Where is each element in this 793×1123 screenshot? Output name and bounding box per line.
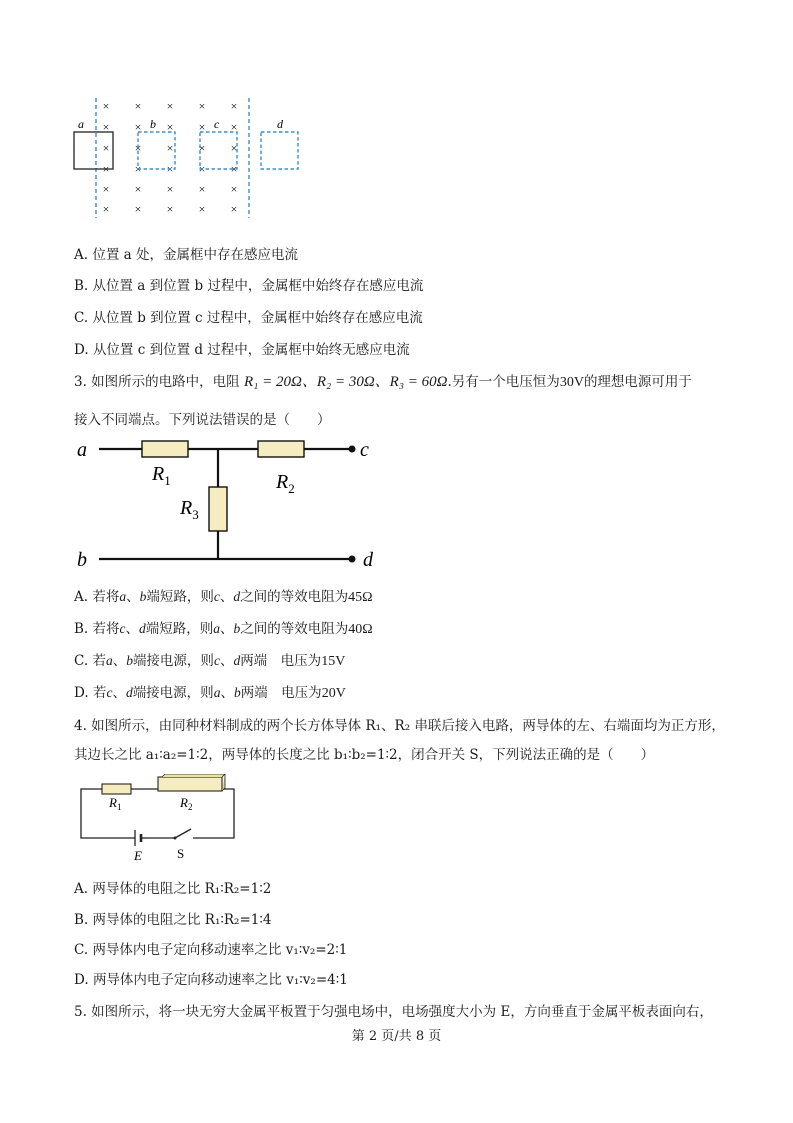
option-letter: B.: [74, 278, 89, 294]
terminal: d: [233, 653, 241, 668]
magnetic-field-cross: ×: [198, 99, 206, 113]
q4-circuit-figure: [76, 774, 241, 866]
q2-option-c: [74, 306, 423, 326]
option-text: 之间的等效电阻为: [240, 621, 349, 637]
option-text: 位置 a 处，金属框中存在感应电流: [92, 247, 298, 263]
magnetic-field-cross: ×: [198, 202, 206, 216]
option-value: 40Ω: [348, 622, 373, 637]
option-text: 之间的等效电阻为: [240, 589, 349, 605]
separator: 、: [219, 589, 234, 605]
separator: 、: [125, 621, 140, 637]
terminal-label-c: c: [360, 439, 369, 461]
terminal: b: [126, 653, 133, 668]
terminal: c: [213, 589, 220, 604]
option-text: 从位置 c 到位置 d 过程中，金属框中始终无感应电流: [92, 342, 410, 358]
separator: 、: [220, 621, 234, 637]
label-r1: $R_1$: [152, 463, 171, 488]
label-d: d: [277, 117, 283, 131]
option-text: 两导体的电阻之比 R₁∶R₂=1∶2: [92, 881, 272, 897]
magnetic-field-cross: ×: [134, 182, 142, 196]
resistor-r3: [209, 487, 227, 531]
stem-text: 的理想电源可用于: [583, 374, 692, 390]
conductor-r1: [102, 784, 131, 794]
option-text: 若: [92, 653, 106, 669]
option-value: 20V: [321, 686, 346, 701]
q4-stem-line2: 其边长之比 a₁∶a₂=1∶2，两导体的长度之比 b₁∶b₂=1∶2，闭合开关 S，下列说法正确的是（ ）: [74, 747, 655, 763]
option-text: 两导体内电子定向移动速率之比 v₁∶v₂=4∶1: [92, 972, 348, 988]
resistor-r2: [258, 441, 304, 457]
magnetic-field-cross: ×: [166, 162, 174, 176]
label-s: S: [177, 846, 185, 861]
terminal: d: [233, 589, 241, 604]
terminal: c: [119, 621, 126, 636]
option-letter: C.: [74, 653, 89, 669]
option-letter: B.: [74, 912, 89, 928]
magnetic-field-cross: ×: [166, 182, 174, 196]
label-a: a: [78, 117, 84, 131]
option-value: 15V: [321, 654, 346, 669]
frame-d: [261, 132, 298, 169]
magnetic-field-cross: ×: [166, 99, 174, 113]
q3-option-a: [74, 585, 373, 606]
option-letter: D.: [74, 342, 89, 358]
label-c: c: [214, 117, 220, 131]
option-text: 端接电源，则: [132, 653, 214, 669]
option-text: 若将: [92, 621, 120, 637]
option-value: 45Ω: [348, 590, 373, 605]
option-letter: D.: [74, 972, 89, 988]
terminal: a: [105, 653, 113, 668]
option-text: 若: [92, 685, 107, 701]
terminal-d: [349, 556, 356, 563]
resistance-values: R₁ = 20Ω、R₂ = 30Ω、R₃ = 60Ω: [243, 374, 448, 390]
magnetic-field-cross: ×: [134, 99, 142, 113]
q4-option-c: [74, 938, 347, 958]
terminal: c: [106, 685, 113, 700]
label-b: b: [150, 117, 156, 131]
magnetic-field-cross: ×: [230, 99, 238, 113]
magnetic-field-cross: ×: [198, 120, 206, 134]
magnetic-field-cross: ×: [102, 120, 110, 134]
magnetic-field-cross: ×: [102, 99, 110, 113]
terminal: a: [213, 621, 221, 636]
option-text: 若将: [92, 589, 120, 605]
option-letter: C.: [74, 942, 89, 958]
label-r2: $R_2$: [276, 471, 295, 496]
q3-stem-line1: [74, 370, 692, 391]
option-letter: A.: [74, 881, 89, 897]
option-letter: D.: [74, 685, 89, 701]
magnetic-field-cross: ×: [134, 162, 142, 176]
magnetic-field-cross: ×: [134, 141, 142, 155]
q3-stem-line2: 接入不同端点。下列说法错误的是（ ）: [74, 412, 331, 428]
voltage-value: 30V: [559, 375, 584, 390]
switch-lever: [175, 829, 191, 838]
magnetic-field-cross: ×: [102, 141, 110, 155]
magnetic-field-cross: ×: [166, 120, 174, 134]
q3-circuit-figure: [72, 432, 392, 577]
q4-option-b: [74, 908, 271, 928]
q3-option-b: [74, 617, 373, 638]
q4-option-d: [74, 968, 348, 988]
separator: 、: [112, 653, 127, 669]
conductor-r2: [158, 777, 222, 791]
terminal-label-b: b: [77, 549, 87, 571]
terminal: a: [119, 589, 127, 604]
magnetic-field-cross: ×: [102, 162, 110, 176]
magnetic-field-cross: ×: [230, 182, 238, 196]
option-letter: B.: [74, 621, 89, 637]
stem-text: 3. 如图所示的电路中，电阻: [74, 374, 240, 390]
page-number: 第 2 页/共 8 页: [351, 1029, 442, 1044]
label-e: E: [134, 848, 142, 863]
q2-option-a: [74, 243, 298, 263]
option-text: 两导体内电子定向移动速率之比 v₁∶v₂=2∶1: [92, 942, 348, 958]
terminal: a: [213, 685, 221, 700]
magnetic-field-cross: ×: [134, 202, 142, 216]
magnetic-field-cross: ×: [230, 141, 238, 155]
magnetic-field-cross: ×: [134, 120, 142, 134]
q2-option-b: [74, 274, 423, 294]
magnetic-field-cross: ×: [198, 141, 206, 155]
stem-text: .另有一个电压恒为: [447, 374, 560, 390]
option-letter: A.: [74, 589, 89, 605]
terminal: d: [139, 621, 146, 636]
terminal-c: [349, 446, 356, 453]
q2-option-d: [74, 338, 410, 358]
terminal: b: [139, 589, 147, 604]
option-text: 从位置 a 到位置 b 过程中，金属框中始终存在感应电流: [92, 278, 424, 294]
magnetic-field-cross: ×: [230, 162, 238, 176]
resistor-r1: [142, 441, 188, 457]
option-letter: C.: [74, 310, 89, 326]
option-text: 端短路，则: [146, 589, 214, 605]
separator: 、: [220, 685, 234, 701]
option-text: 端接电源，则: [132, 685, 214, 701]
q4-option-a: [74, 877, 271, 897]
terminal: b: [233, 685, 241, 700]
magnetic-field-cross: ×: [166, 141, 174, 155]
magnetic-field-cross: ×: [230, 120, 238, 134]
separator: 、: [126, 589, 140, 605]
separator: 、: [219, 653, 234, 669]
magnetic-field-cross: ×: [166, 202, 174, 216]
label-r3: $R_3$: [180, 497, 199, 522]
label-r2: $R_2$: [180, 795, 193, 812]
option-text: 两端 电压为: [240, 685, 322, 701]
separator: 、: [112, 685, 126, 701]
q4-stem-line1: 4. 如图所示，由同种材料制成的两个长方体导体 R₁、R₂ 串联后接入电路，两导体的左、右端面均为正方形，: [74, 718, 725, 734]
magnetic-field-cross: ×: [198, 162, 206, 176]
q5-stem-line1: 5. 如图所示，将一块无穷大金属平板置于匀强电场中，电场强度大小为 E，方向垂直于金属平板表面向右，: [74, 1004, 713, 1020]
option-letter: A.: [74, 247, 89, 263]
magnetic-field-cross: ×: [230, 202, 238, 216]
magnetic-field-cross: ×: [102, 182, 110, 196]
terminal: c: [213, 653, 220, 668]
option-text: 两端 电压为: [240, 653, 322, 669]
terminal: d: [125, 685, 133, 700]
option-text: 端短路，则: [145, 621, 214, 637]
label-r1: $R_1$: [109, 795, 122, 812]
option-text: 两导体的电阻之比 R₁∶R₂=1∶4: [92, 912, 272, 928]
option-text: 从位置 b 到位置 c 过程中，金属框中始终存在感应电流: [92, 310, 423, 326]
terminal-label-d: d: [363, 549, 373, 571]
q3-option-c: [74, 649, 345, 670]
magnetic-field-cross: ×: [198, 182, 206, 196]
q3-option-d: [74, 681, 346, 702]
terminal-label-a: a: [77, 439, 87, 461]
q2-magnetic-field-figure: [70, 95, 310, 220]
magnetic-field-cross: ×: [102, 202, 110, 216]
terminal: b: [233, 621, 241, 636]
